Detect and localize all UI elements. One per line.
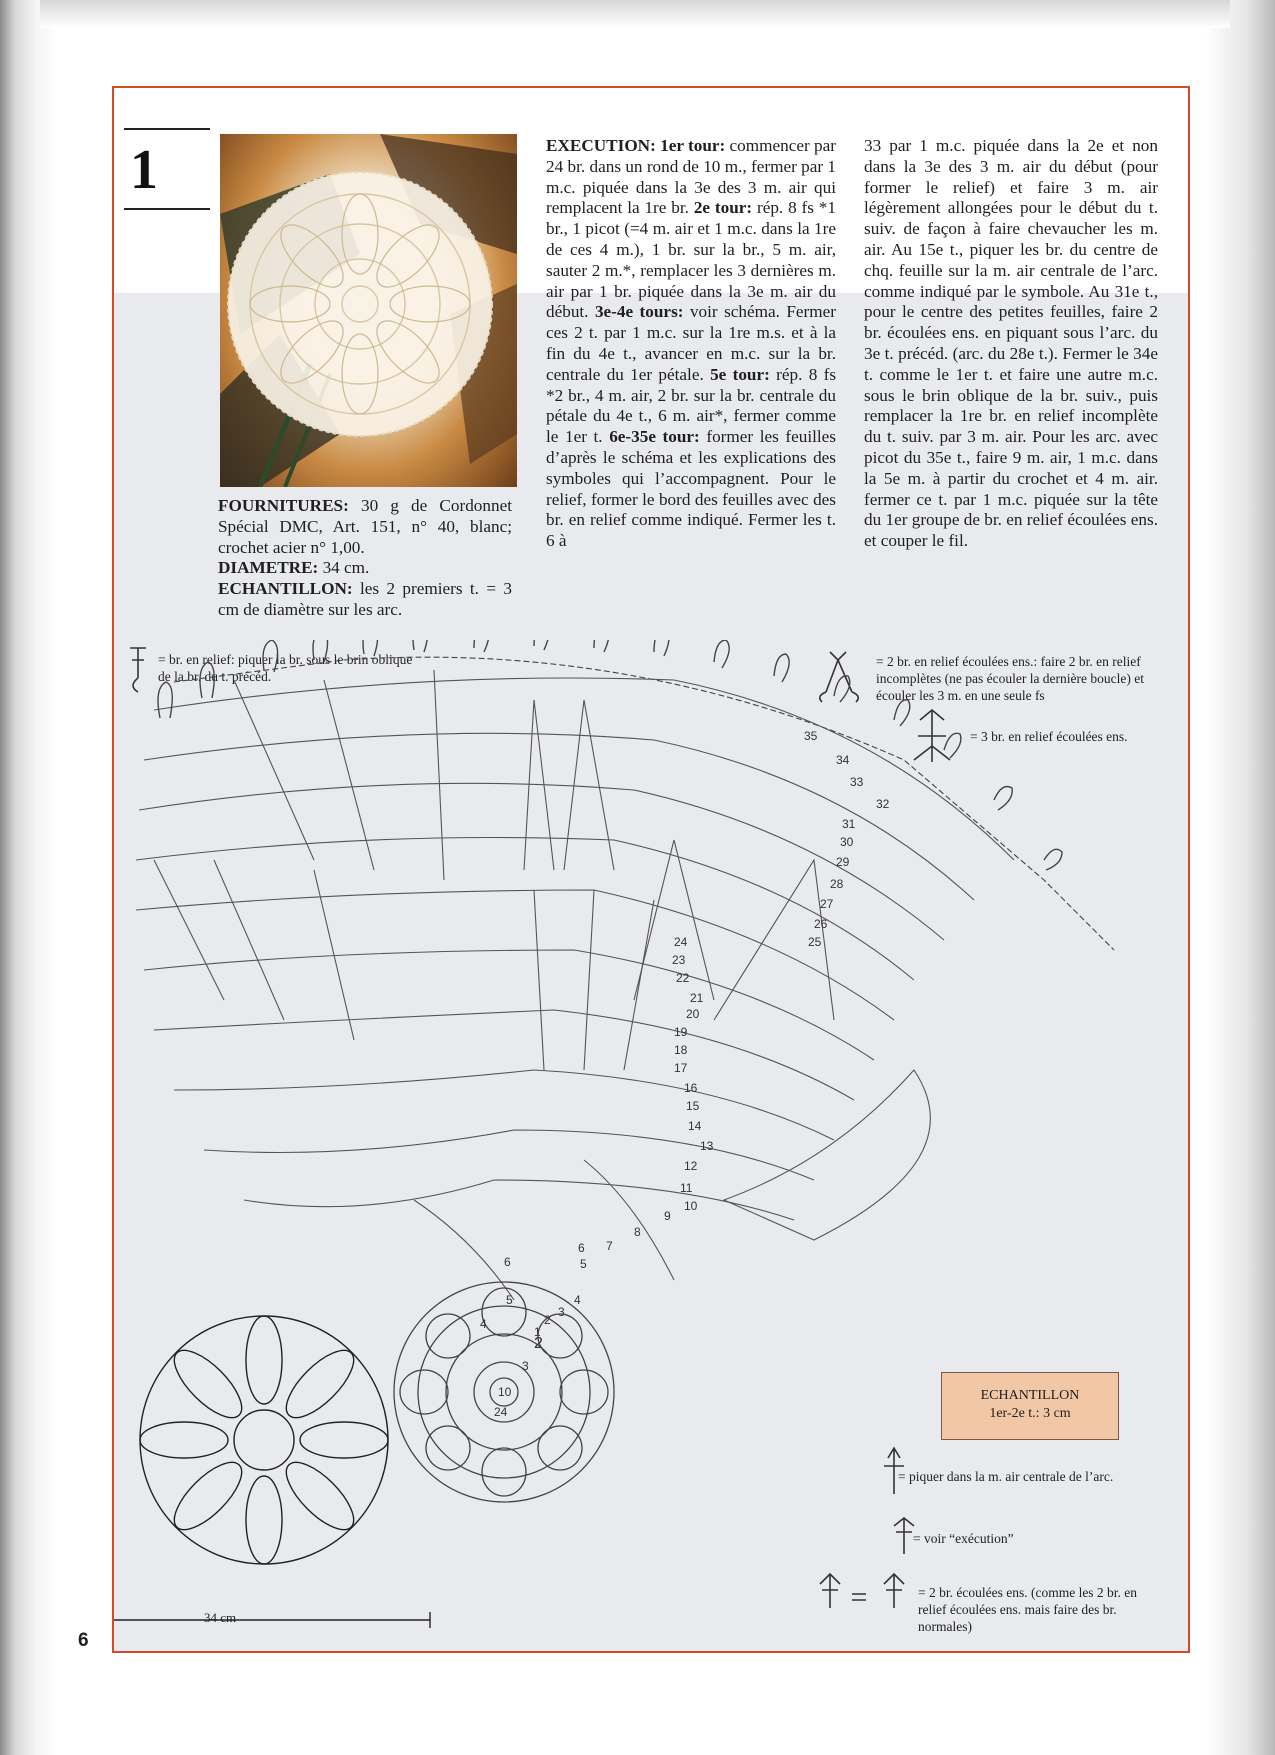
round-label-32: 32	[876, 797, 890, 811]
number-rule-top	[124, 128, 210, 130]
small-doily-diagram	[114, 1316, 430, 1628]
round-label-20: 20	[686, 1007, 700, 1021]
fournitures-text: 30 g de Cordonnet Spécial DMC, Art. 151, n° 40, blanc; crochet acier n° 1,00.	[218, 496, 512, 557]
echantillon-label: ECHANTILLON:	[218, 579, 353, 599]
page-edge-right	[1205, 0, 1275, 1755]
page-gutter	[0, 0, 58, 1755]
legend-two-ecoulees: = 2 br. écoulées ens. (comme les 2 br. en relief écoulées ens. mais faire des br. normales)	[918, 1585, 1138, 1634]
sample-box-title: ECHANTILLON	[980, 1388, 1080, 1403]
round-label-25: 25	[808, 935, 822, 949]
sample-box-text: 1er-2e t.: 3 cm	[989, 1406, 1071, 1421]
relief-stitch-symbol	[130, 648, 146, 692]
size-label: 34 cm	[204, 1610, 237, 1625]
ecoulees-symbol-b	[884, 1574, 904, 1608]
round-label-16: 16	[684, 1081, 698, 1095]
round-number-labels	[534, 729, 890, 1339]
round-label-6: 6	[578, 1241, 585, 1255]
round-label-21: 21	[690, 991, 704, 1005]
center-ring-label: 10	[498, 1385, 512, 1399]
center-round6-label: 6	[504, 1255, 511, 1269]
outer-picots	[158, 640, 1062, 870]
round-label-29: 29	[836, 855, 850, 869]
exec-p1-label: EXECUTION: 1er tour:	[546, 136, 726, 155]
exec-p1-text: commencer par 24 br. dans un rond de 10 m., fermer par 1 m.c. piquée dans la 3e des 3 m. air qui remplacent la 1re br.	[546, 136, 836, 218]
center-round5-label: 5	[506, 1293, 513, 1307]
sample-box	[941, 1372, 1119, 1440]
two-relief-symbol	[820, 652, 859, 702]
diametre-text: 34 cm.	[318, 558, 370, 578]
round-label-33: 33	[850, 775, 864, 789]
exec-p2-label: 2e tour:	[693, 198, 753, 218]
round-label-23: 23	[672, 953, 686, 967]
legend-relief: = br. en relief: piquer la br. sous le brin oblique de la br. du t. précéd.	[158, 652, 413, 684]
round-label-28: 28	[830, 877, 844, 891]
pattern-number: 1	[130, 139, 158, 201]
round-label-19: 19	[674, 1025, 688, 1039]
center-count-label: 24	[494, 1405, 508, 1419]
round-label-22: 22	[676, 971, 690, 985]
round-label-17: 17	[674, 1061, 688, 1075]
round-label-5: 5	[580, 1257, 587, 1271]
materials-text	[218, 496, 512, 621]
crochet-chart	[114, 640, 1188, 1640]
legend-two-relief: = 2 br. en relief écoulées ens.: faire 2 br. en relief incomplètes (ne pas écouler la dernière boucle) et écouler les 3 m. en une seule fs	[876, 654, 1144, 703]
round-label-10: 10	[684, 1199, 698, 1213]
round-label-24: 24	[674, 935, 688, 949]
exec-p6-label: 6e-35e tour:	[609, 427, 700, 447]
center-round2-label: 2	[534, 1335, 543, 1352]
exec-p5-text: rép. 8 fs *2 br., 4 m. air, 2 br. sur la br. centrale du pétale du 4e t., 6 m. air*, fermer comme le 1er t.	[546, 364, 837, 447]
exec-p6-text: former les feuilles d’après le schéma et les explications des symboles qui l’accompagnent. Pour le relief, former le bord des feuilles avec des br. en relief comme indiqué. Fermer les t. 6 à	[546, 427, 836, 551]
round-label-9: 9	[664, 1209, 671, 1223]
exec-p3-text: voir schéma. Fermer ces 2 t. par 1 m.c. sur la 1re m.s. et à la fin du 4e t., avancer en m.c. sur la br. centrale du 1er pétale.	[546, 302, 836, 384]
equals-symbol	[852, 1594, 866, 1600]
legend-piquer: = piquer dans la m. air centrale de l’arc.	[898, 1469, 1114, 1484]
round-label-35: 35	[804, 729, 818, 743]
round-label-30: 30	[840, 835, 854, 849]
number-rule-bottom	[124, 208, 210, 210]
round-label-3: 3	[558, 1305, 565, 1319]
doily-photo	[220, 134, 517, 487]
round-label-8: 8	[634, 1225, 641, 1239]
round-label-1: 1	[534, 1325, 541, 1339]
fournitures-label: FOURNITURES:	[218, 496, 349, 515]
round-label-7: 7	[606, 1239, 613, 1253]
round-label-13: 13	[700, 1139, 714, 1153]
voir-symbol	[894, 1518, 914, 1554]
exec-p3-label: 3e-4e tours:	[594, 302, 684, 322]
page-edge-top	[40, 0, 1230, 28]
round-label-14: 14	[688, 1119, 702, 1133]
center-round3-label: 3	[522, 1359, 529, 1373]
round-label-15: 15	[686, 1099, 700, 1113]
execution-text	[546, 136, 836, 552]
legend-symbols	[130, 648, 950, 1608]
ecoulees-symbol-a	[820, 1574, 840, 1608]
round-label-12: 12	[684, 1159, 698, 1173]
three-relief-symbol	[914, 710, 950, 762]
round-label-18: 18	[674, 1043, 688, 1057]
round-label-34: 34	[836, 753, 850, 767]
round-label-4: 4	[574, 1293, 581, 1307]
legend-three-relief: = 3 br. en relief écoulées ens.	[970, 729, 1128, 744]
round-label-2: 2	[544, 1313, 551, 1327]
center-round4-label: 4	[480, 1317, 487, 1331]
round-label-27: 27	[820, 897, 834, 911]
piquer-symbol	[884, 1448, 904, 1494]
round-label-11: 11	[680, 1181, 693, 1195]
exec-p2-text: rép. 8 fs *1 br., 1 picot (=4 m. air et 1 m.c. dans la 1re de ces 4 m.), 1 br. sur la br., 5 m. air, sauter 2 m.*, remplacer les 3 dernières m. air par 1 br. piquée dans la 3e m. air du début.	[546, 198, 836, 322]
execution-continued-text: 33 par 1 m.c. piquée dans la 2e et non dans la 3e des 3 m. air du début (pour former le relief) et faire 3 m. air légèrement allongées pour le début du t. suiv. de façon à faire chevaucher les m. air. Au 15e t., piquer les br. du centre de chq. feuille sur la m. air centrale de l’arc. comme indiqué par le symbole. Au 31e t., pour le centre des petites feuilles, faire 2 br. écoulées ens. en piquant sous l’arc. du 3e t. précéd. (arc. du 28e t.). Fermer le 34e t. comme le 1er t. et faire une autre m.c. sous le brin oblique de la br. suiv., puis remplacer la 1re br. en relief incomplète du t. suiv. par 3 m. air. Pour les arc. avec picot du 35e t., faire 9 m. air, 1 m.c. dans la 5e m. à partir du crochet et 4 m. air. fermer ce t. par 1 m.c. piquée sur la tête du 1er groupe de br. en relief écoulées ens. et couper le fil.	[864, 136, 1158, 551]
chart-body	[136, 657, 1114, 1300]
exec-p5-label: 5e tour:	[710, 364, 770, 384]
round-label-31: 31	[842, 817, 856, 831]
diametre-label: DIAMETRE:	[218, 558, 319, 578]
legend-voir-execution: = voir “exécution”	[913, 1531, 1014, 1546]
round-label-26: 26	[814, 917, 828, 931]
doily-photo-art	[220, 134, 517, 487]
page-number: 6	[78, 1630, 89, 1651]
echantillon-text: les 2 premiers t. = 3 cm de diamètre sur les arc.	[218, 579, 512, 619]
